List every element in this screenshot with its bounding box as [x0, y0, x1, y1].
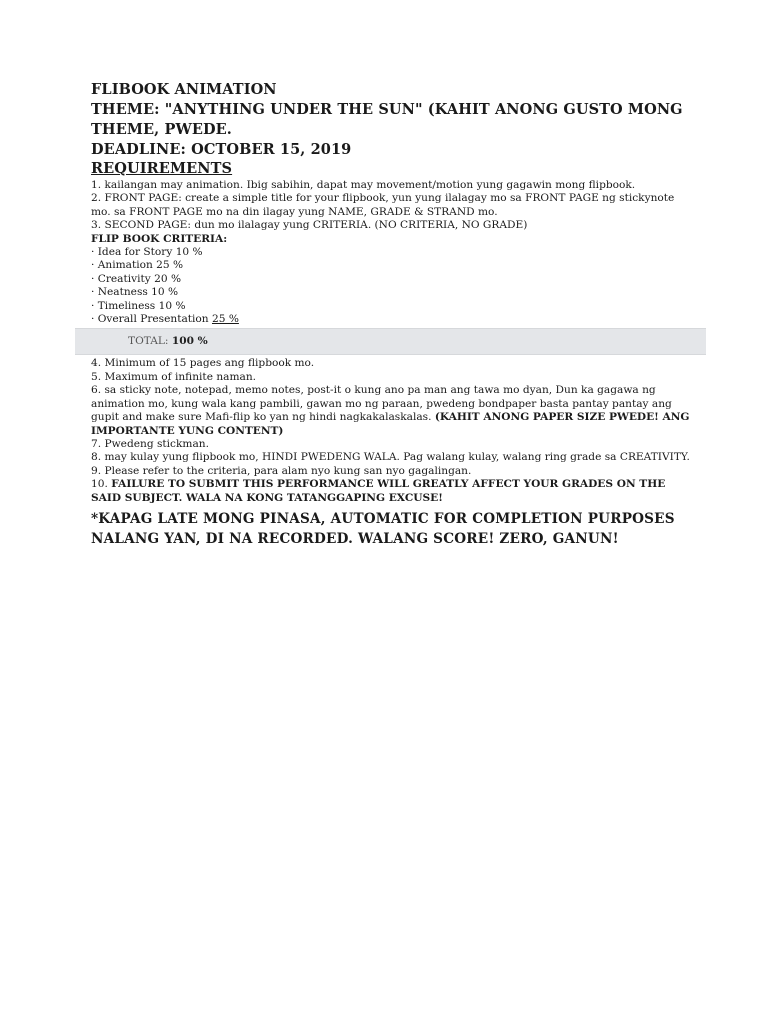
late-submission-warning: *KAPAG LATE MONG PINASA, AUTOMATIC FOR COMPLETION PURPOSES NALANG YAN, DI NA RECORDED. WALANG SCORE! ZERO, GANUN!	[91, 510, 675, 547]
requirement-3: 3. SECOND PAGE: dun mo ilalagay yung CRITERIA. (NO CRITERIA, NO GRADE)	[91, 219, 528, 232]
criteria-item-value: 25 %	[211, 313, 239, 326]
total-row	[75, 328, 706, 355]
deadline-line: DEADLINE: OCTOBER 15, 2019	[91, 141, 352, 158]
criteria-item-overall-presentation	[91, 313, 691, 326]
requirement-9: 9. Please refer to the criteria, para alam nyo kung san nyo gagalingan.	[91, 464, 472, 477]
requirement-5: 5. Maximum of infinite naman.	[91, 370, 257, 383]
requirement-6-text: 6. sa sticky note, notepad, memo notes, post-it o kung ano pa man ang tawa mo dyan, Dun ka gagawa ng animation mo, kung wala kang pambili, gawan mo ng paraan, pwedeng bondpaper basta pantay pantay ang gupit and make sure Mafi-flip ko yan ng hindi nagkakalaskalas.	[91, 384, 672, 424]
total-label	[128, 334, 208, 348]
requirement-6	[91, 384, 691, 438]
requirement-8: 8. may kulay yung flipbook mo, HINDI PWEDENG WALA. Pag walang kulay, walang ring grade sa CREATIVITY.	[91, 451, 690, 464]
criteria-item-label: · Overall Presentation	[91, 313, 212, 326]
requirement-10	[91, 478, 691, 505]
requirement-10-prefix: 10.	[91, 478, 112, 491]
criteria-item-neatness: · Neatness 10 %	[91, 286, 179, 299]
document-page	[91, 80, 691, 563]
total-label-text: TOTAL:	[128, 335, 172, 348]
criteria-heading: FLIP BOOK CRITERIA:	[91, 232, 228, 245]
theme-line: THEME: "ANYTHING UNDER THE SUN" (KAHIT ANONG GUSTO MONG THEME, PWEDE.	[91, 101, 683, 138]
requirement-2: 2. FRONT PAGE: create a simple title for your flipbook, yun yung ilalagay mo sa FRONT PAGE ng stickynote mo. sa FRONT PAGE mo na din ilagay yung NAME, GRADE & STRAND mo.	[91, 192, 675, 218]
criteria-item-idea: · Idea for Story 10 %	[91, 246, 203, 259]
criteria-item-animation: · Animation 25 %	[91, 259, 184, 272]
requirement-7: 7. Pwedeng stickman.	[91, 437, 209, 450]
document-title: FLIBOOK ANIMATION	[91, 81, 277, 98]
requirements-heading: REQUIREMENTS	[91, 160, 233, 177]
total-value: 100 %	[171, 335, 208, 348]
criteria-item-creativity: · Creativity 20 %	[91, 272, 182, 285]
criteria-item-timeliness: · Timeliness 10 %	[91, 299, 186, 312]
requirement-1: 1. kailangan may animation. Ibig sabihin, dapat may movement/motion yung gagawin mong flipbook.	[91, 179, 636, 191]
requirement-4: 4. Minimum of 15 pages ang flipbook mo.	[91, 357, 315, 370]
requirement-10-bold: FAILURE TO SUBMIT THIS PERFORMANCE WILL GREATLY AFFECT YOUR GRADES ON THE SAID SUBJECT. WALA NA KONG TATANGGAPING EXCUSE!	[91, 478, 666, 504]
requirement-6-bold: (KAHIT ANONG PAPER SIZE PWEDE! ANG IMPORTANTE YUNG CONTENT)	[91, 411, 690, 437]
